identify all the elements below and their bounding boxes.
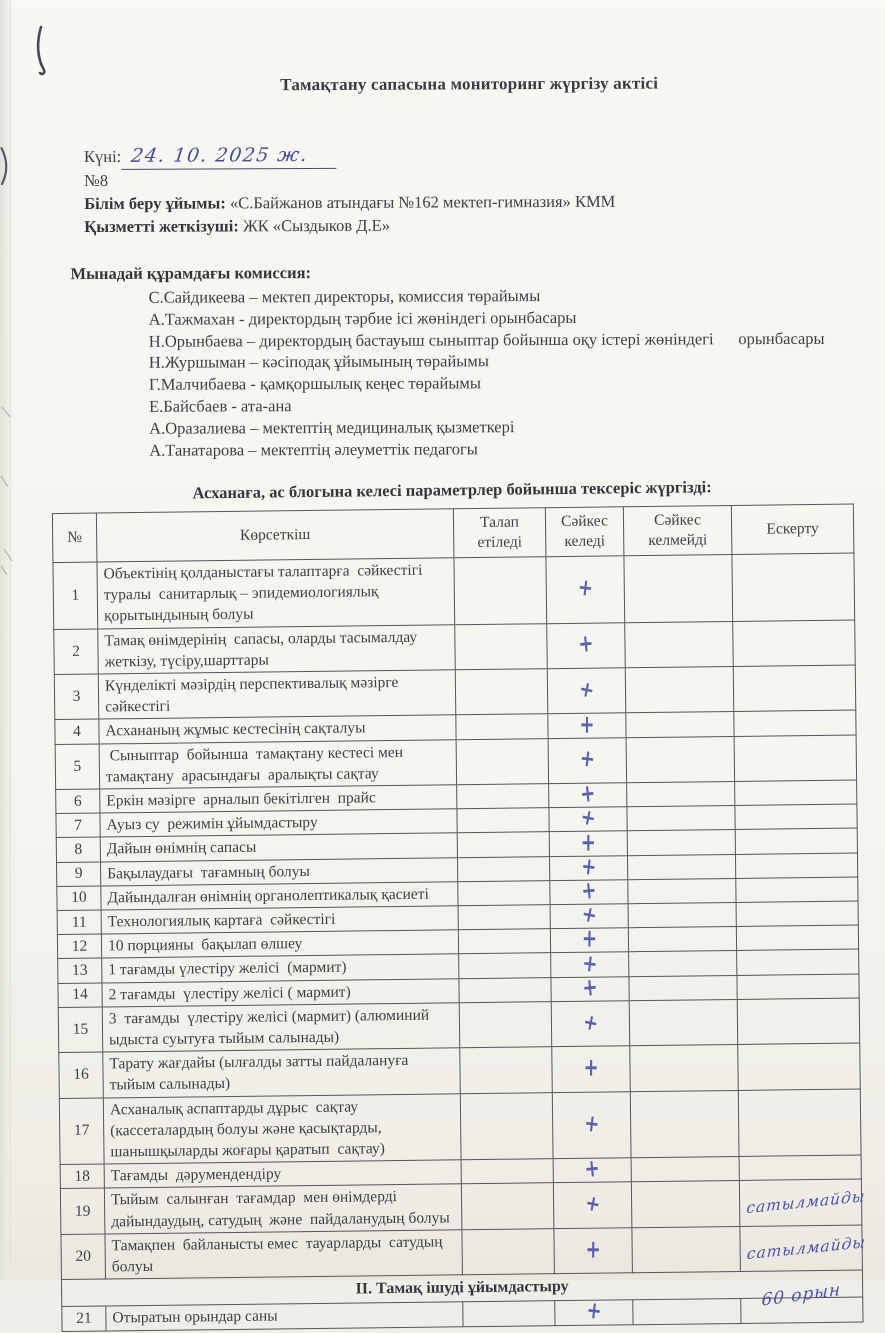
table-caption: Асханаға, ас блогына келесі параметрлер бойынша тексеріс жүргізді: xyxy=(192,477,712,503)
indicator-text: 3 тағамды үлестіру желісі (мармит) (алюминий ыдыста суытуға тыйым салынады) xyxy=(102,1003,460,1053)
conforms-cell xyxy=(553,1154,631,1185)
required-cell xyxy=(455,669,548,715)
commission-member: Е.Байсбаев - ата-ана xyxy=(149,396,292,416)
nonconforms-cell xyxy=(627,830,735,855)
required-cell xyxy=(463,1301,555,1326)
check-mark: + xyxy=(580,949,599,979)
commission-block xyxy=(70,261,885,462)
document-header xyxy=(0,73,885,462)
handwritten-date: 24. 10. 2025 ж. xyxy=(122,144,340,170)
indicator-text: 1 тағамды үлестіру желісі (мармит) xyxy=(102,955,459,983)
row-number: 20 xyxy=(61,1234,106,1280)
note-cell xyxy=(738,1044,861,1091)
nonconforms-cell xyxy=(631,1181,740,1228)
check-mark: + xyxy=(585,1235,601,1265)
column-header-0: № xyxy=(52,513,97,563)
inspection-table xyxy=(52,504,867,1332)
note-cell xyxy=(736,926,858,952)
indicator-text: Дайын өнімнің сапасы xyxy=(100,834,457,862)
row-number: 8 xyxy=(56,838,100,863)
check-mark: + xyxy=(579,852,598,882)
page-title: Тамақтану сапасына мониторинг жүргізу актісі xyxy=(280,73,659,95)
check-mark: + xyxy=(583,1154,602,1185)
commission-member: Н.Орынбаева – директордың бастауыш сыныптар бойынша оқу істері жөніндегі орынбасары xyxy=(148,328,825,351)
required-cell xyxy=(456,714,548,739)
check-mark: + xyxy=(581,973,599,1004)
required-cell xyxy=(456,739,549,785)
required-cell xyxy=(458,905,550,930)
doc-number: №8 xyxy=(84,170,109,191)
note-cell xyxy=(738,1089,861,1157)
note-cell xyxy=(734,711,856,737)
commission-member: А.Танатарова – мектептің әлеуметтік педагогы xyxy=(149,438,478,460)
handwritten-note: сатылмайды xyxy=(745,1187,867,1218)
conforms-cell xyxy=(552,1092,631,1160)
row-number: 5 xyxy=(55,744,100,790)
required-cell xyxy=(458,929,550,954)
indicator-text: Еркін мәзірге арналып бекітілген прайс xyxy=(100,785,457,813)
indicator-text: Тамақпен байланысты емес тауарларды сатудың болуы xyxy=(105,1230,463,1280)
nonconforms-cell xyxy=(628,879,736,904)
provider-value: ЖК «Сыздыков Д.Е» xyxy=(242,215,390,236)
required-cell xyxy=(457,808,549,833)
required-cell xyxy=(459,978,551,1003)
handwritten-note: сатылмайды xyxy=(746,1233,867,1264)
note-cell xyxy=(739,1156,861,1182)
required-cell xyxy=(460,1093,553,1161)
required-cell xyxy=(455,624,548,670)
indicator-text: Тыйым салынған тағамдар мен өнімдерді дайындаудың, сатудың және пайдаланудың болуы xyxy=(104,1185,462,1235)
check-mark: + xyxy=(580,1009,601,1037)
nonconforms-cell xyxy=(629,951,737,976)
nonconforms-cell xyxy=(630,1045,739,1092)
check-mark: + xyxy=(576,574,595,604)
conforms-cell xyxy=(548,710,626,740)
conforms-cell xyxy=(551,1001,630,1047)
conforms-cell xyxy=(546,556,625,624)
conforms-cell xyxy=(547,668,626,714)
column-header-1: Көрсеткіш xyxy=(96,509,454,562)
note-cell xyxy=(733,665,856,712)
check-mark: + xyxy=(576,629,595,660)
nonconforms-cell xyxy=(632,1227,741,1274)
check-mark: + xyxy=(578,745,597,775)
note-cell xyxy=(736,877,858,903)
row-number: 2 xyxy=(54,629,99,675)
nonconforms-cell xyxy=(631,1157,739,1182)
commission-member: Г.Малчибаева - қамқоршылық кеңес төрайымы xyxy=(148,373,481,394)
indicator-text: Технологиялық картаға сәйкестігі xyxy=(101,906,458,934)
check-mark: + xyxy=(581,924,598,955)
row-number: 7 xyxy=(56,814,100,839)
nonconforms-cell xyxy=(626,712,734,737)
handwritten-note: 60 орын xyxy=(761,1279,842,1311)
check-mark: + xyxy=(580,828,596,858)
conforms-cell xyxy=(551,973,629,1004)
conforms-cell xyxy=(552,1046,631,1092)
note-cell xyxy=(737,950,859,976)
nonconforms-cell xyxy=(628,927,736,952)
nonconforms-cell xyxy=(629,975,737,1000)
org-label: Білім беру ұйымы: xyxy=(84,193,226,214)
nonconforms-cell xyxy=(630,1091,739,1159)
required-cell xyxy=(457,832,549,857)
required-cell xyxy=(457,857,549,882)
nonconforms-cell xyxy=(628,903,736,928)
inspection-section xyxy=(0,476,885,1333)
row-number: 14 xyxy=(58,983,102,1008)
note-cell xyxy=(741,1279,863,1324)
check-mark: + xyxy=(579,876,598,907)
note-cell xyxy=(735,780,857,806)
indicator-text: Бақылаудағы тағамның болуы xyxy=(101,858,458,886)
table-row xyxy=(53,553,855,629)
row-number: 3 xyxy=(54,674,99,720)
conforms-cell xyxy=(554,1228,633,1274)
row-number: 13 xyxy=(58,959,102,984)
row-number: 11 xyxy=(57,910,101,935)
required-cell xyxy=(459,954,551,979)
required-cell xyxy=(461,1159,553,1184)
date-label: Күні: xyxy=(83,146,122,167)
required-cell xyxy=(457,784,549,809)
check-mark: + xyxy=(578,779,597,810)
required-cell xyxy=(458,881,550,906)
row-number: 10 xyxy=(57,886,101,911)
required-cell xyxy=(460,1047,553,1093)
provider-label: Қызметті жеткізуші: xyxy=(84,216,239,237)
note-cell xyxy=(732,553,855,621)
required-cell xyxy=(461,1184,554,1230)
nonconforms-cell xyxy=(624,555,733,623)
note-cell xyxy=(735,805,857,831)
row-number: 12 xyxy=(57,935,101,960)
indicator-text: 2 тағамды үлестіру желісі ( мармит) xyxy=(102,979,459,1007)
note-cell xyxy=(735,853,857,879)
nonconforms-cell xyxy=(627,806,735,831)
note-cell xyxy=(740,1225,867,1272)
check-mark: + xyxy=(583,1053,599,1084)
note-cell xyxy=(737,998,860,1045)
indicator-text: Дайындалған өнімнің органолептикалық қасиеті xyxy=(101,882,458,910)
commission-list xyxy=(71,284,885,462)
row-number: 15 xyxy=(58,1007,103,1053)
commission-heading: Мынадай құрамдағы комиссия: xyxy=(70,263,312,284)
nonconforms-cell xyxy=(626,736,735,783)
check-mark: + xyxy=(584,1297,603,1327)
column-header-3: Сәйкес келеді xyxy=(545,507,624,557)
required-cell xyxy=(462,1229,555,1275)
note-cell xyxy=(733,620,856,667)
indicator-text: 10 порцияны бақылап өлшеу xyxy=(101,930,458,958)
note-cell xyxy=(734,735,857,782)
row-number: 17 xyxy=(59,1098,104,1165)
note-cell xyxy=(739,1180,867,1227)
commission-member: С.Сайдикеева – мектеп директоры, комиссия төрайымы xyxy=(148,286,541,307)
indicator-text: Объектінің қолданыстағы талаптарға сәйкестігі туралы санитарлық – эпидемиологиялық қорытындының болуы xyxy=(97,558,455,629)
row-number: 21 xyxy=(62,1307,106,1332)
check-mark: + xyxy=(579,901,600,930)
conforms-cell xyxy=(548,738,627,784)
indicator-text: Тағамды дәрумендендіру xyxy=(104,1160,461,1188)
indicator-text: Асханалық аспаптарды дұрыс сақтау (кассеталардың болуы және қасықтарды, шанышқыларды жоғары қаратып сақтау) xyxy=(103,1094,461,1165)
check-mark: + xyxy=(576,676,597,705)
conforms-cell xyxy=(547,623,626,669)
commission-member: А.Оразалиева – мектептің медициналық қызметкері xyxy=(149,416,515,438)
indicator-text: Тамақ өнімдерінің сапасы, оларды тасымалдау жеткізу, түсіру,шарттары xyxy=(98,625,456,675)
provider-line xyxy=(84,212,885,238)
check-mark: + xyxy=(578,805,599,833)
indicator-text: Сыныптар бойынша тамақтану кестесі мен тамақтану арасындағы аралықты сақтау xyxy=(99,740,457,790)
table-row xyxy=(59,1089,861,1165)
nonconforms-cell xyxy=(627,854,735,879)
check-mark: + xyxy=(582,1190,603,1219)
conforms-cell xyxy=(553,1183,632,1229)
row-number: 6 xyxy=(56,789,100,814)
section-title: ІІ. Тамақ ішуді ұйымдастыру xyxy=(61,1271,862,1308)
indicator-text: Күнделікті мәзірдің перспективалық мәзірге сәйкестігі xyxy=(98,670,456,720)
nonconforms-cell xyxy=(629,1000,738,1047)
row-number: 18 xyxy=(60,1165,104,1190)
indicator-text: Тарату жағдайы (ылғалды затты пайдалануға тыйым салынады) xyxy=(103,1048,461,1098)
note-cell xyxy=(735,829,857,855)
required-cell xyxy=(459,1002,552,1048)
note-cell xyxy=(737,974,859,1000)
commission-member: А.Тажмахан - директордың тәрбие ісі жөніндегі орынбасары xyxy=(148,307,577,329)
row-number: 4 xyxy=(55,720,99,745)
date-line xyxy=(84,142,885,170)
commission-member: Н.Журшыман – кәсіподақ ұйымының төрайымы xyxy=(148,351,489,373)
indicator-text: Ауыз су режимін ұйымдастыру xyxy=(100,809,457,837)
nonconforms-cell xyxy=(625,621,734,668)
org-value: «С.Байжанов атындағы №162 мектеп-гимназия» КММ xyxy=(229,191,616,213)
nonconforms-cell xyxy=(625,667,734,714)
conforms-cell xyxy=(555,1297,633,1327)
org-line xyxy=(84,189,885,215)
check-mark: + xyxy=(579,710,595,740)
required-cell xyxy=(454,557,547,625)
column-header-4: Сәйкес келмейді xyxy=(623,506,732,556)
row-number: 9 xyxy=(57,862,101,887)
row-number: 1 xyxy=(53,562,98,629)
note-cell xyxy=(736,901,858,927)
nonconforms-cell xyxy=(633,1299,741,1324)
nonconforms-cell xyxy=(627,782,735,807)
row-number: 16 xyxy=(59,1053,104,1099)
document-meta xyxy=(84,142,885,238)
column-header-5: Ескерту xyxy=(731,504,854,554)
row-number: 19 xyxy=(60,1189,105,1235)
column-header-2: Талап етіледі xyxy=(453,508,546,558)
check-mark: + xyxy=(582,1110,601,1139)
indicator-text: Асхананың жұмыс кестесінің сақталуы xyxy=(99,716,456,744)
indicator-text: Отыратын орындар саны xyxy=(106,1302,463,1330)
